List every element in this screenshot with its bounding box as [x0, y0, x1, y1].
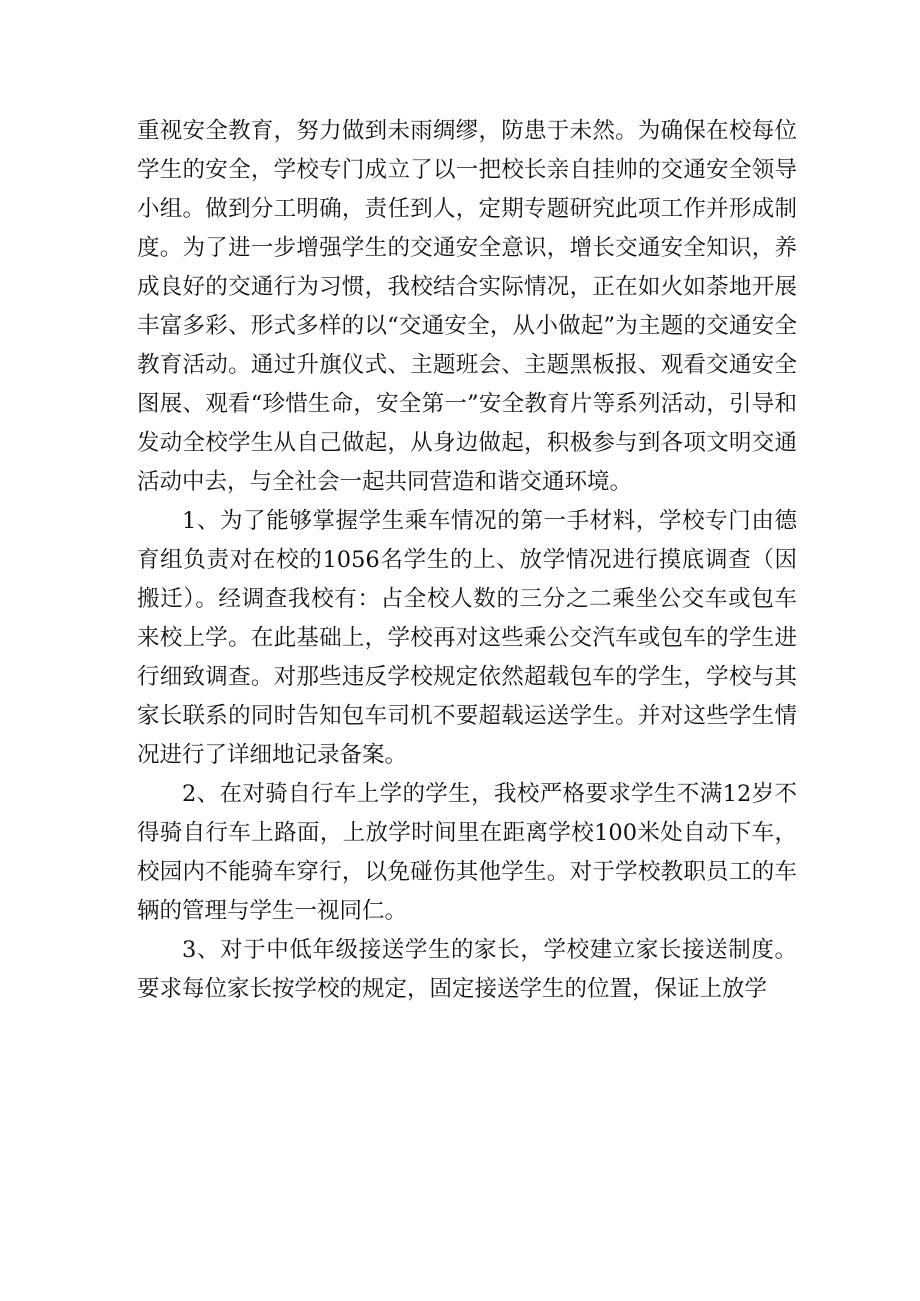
document-body — [137, 112, 797, 1009]
paragraph-item-3: 3、对于中低年级接送学生的家长，学校建立家长接送制度。要求每位家长按学校的规定，固定接送学生的位置，保证上放学 — [137, 937, 797, 1002]
paragraph-item-2: 2、在对骑自行车上学的学生，我校严格要求学生不满12岁不得骑自行车上路面，上放学时间里在距离学校100米处自动下车，校园内不能骑车穿行，以免碰伤其他学生。对于学校教职员工的车辆的管理与学生一视同仁。 — [137, 781, 797, 924]
paragraph-item-1: 1、为了能够掌握学生乘车情况的第一手材料，学校专门由德育组负责对在校的1056名学生的上、放学情况进行摸底调查（因搬迁）。经调查我校有：占全校人数的三分之二乘坐公交车或包车来校上学。在此基础上，学校再对这些乘公交汽车或包车的学生进行细致调查。对那些违反学校规定依然超载包车的学生，学校与其家长联系的同时告知包车司机不要超载运送学生。并对这些学生情况进行了详细地记录备案。 — [137, 508, 797, 768]
paragraph-intro: 重视安全教育，努力做到未雨绸缪，防患于未然。为确保在校每位学生的安全，学校专门成立了以一把校长亲自挂帅的交通安全领导小组。做到分工明确，责任到人，定期专题研究此项工作并形成制度。为了进一步增强学生的交通安全意识，增长交通安全知识，养成良好的交通行为习惯，我校结合实际情况，正在如火如荼地开展丰富多彩、形式多样的以“交通安全，从小做起”为主题的交通安全教育活动。通过升旗仪式、主题班会、主题黑板报、观看交通安全图展、观看“珍惜生命，安全第一”安全教育片等系列活动，引导和发动全校学生从自己做起，从身边做起，积极参与到各项文明交通活动中去，与全社会一起共同营造和谐交通环境。 — [137, 118, 797, 495]
